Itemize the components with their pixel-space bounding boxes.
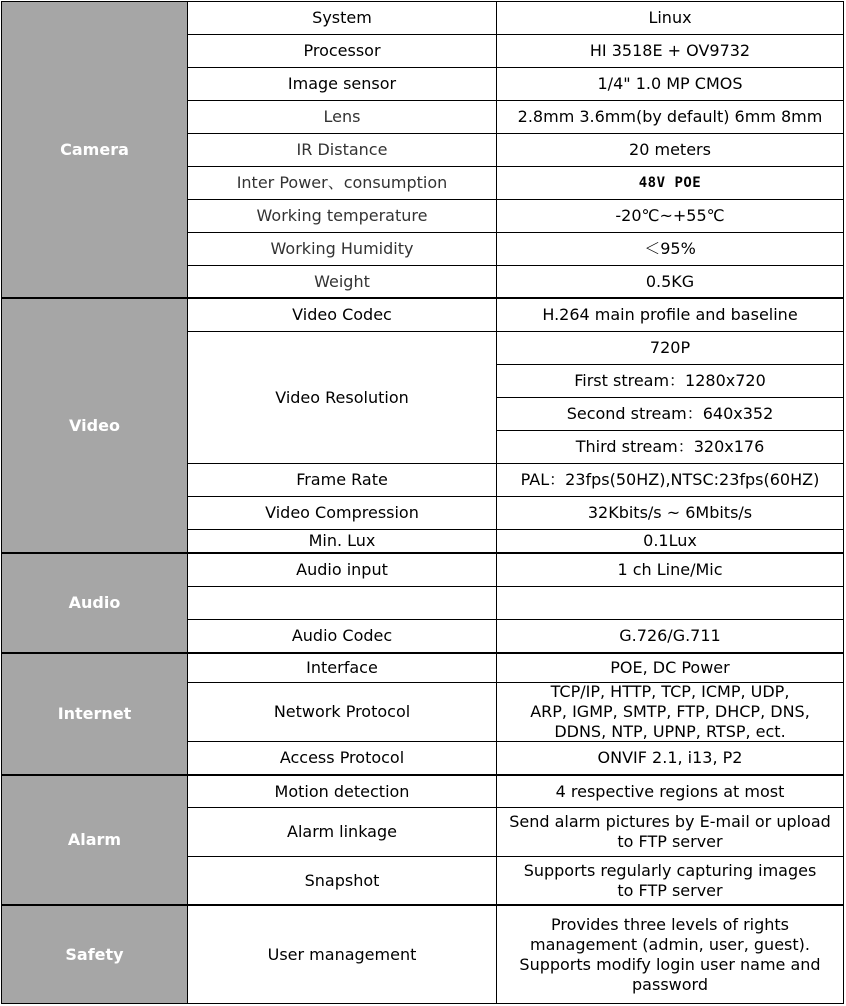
- spec-value: 0.1Lux: [496, 529, 844, 553]
- spec-label: Inter Power、consumption: [187, 166, 497, 200]
- spec-value: 32Kbits/s ~ 6Mbits/s: [496, 496, 844, 530]
- spec-label: Alarm linkage: [187, 807, 497, 857]
- category-audio: Audio: [1, 552, 188, 653]
- spec-label: IR Distance: [187, 133, 497, 167]
- value-line: Supports regularly capturing images: [523, 860, 817, 880]
- spec-value: -20℃~+55℃: [496, 199, 844, 233]
- spec-value: POE, DC Power: [496, 652, 844, 683]
- spec-value: PAL：23fps(50HZ),NTSC:23fps(60HZ): [496, 463, 844, 497]
- spec-value: 2.8mm 3.6mm(by default) 6mm 8mm: [496, 100, 844, 134]
- spec-label: Min. Lux: [187, 529, 497, 553]
- value-line: Send alarm pictures by E-mail or upload: [509, 812, 831, 831]
- spec-label: Video Codec: [187, 297, 497, 332]
- spec-value: HI 3518E + OV9732: [496, 34, 844, 68]
- spec-label: Weight: [187, 265, 497, 298]
- value-line: password: [632, 974, 708, 994]
- spec-value: First stream：1280x720: [496, 364, 844, 398]
- spec-label: Working temperature: [187, 199, 497, 233]
- spec-label: Motion detection: [187, 774, 497, 808]
- spec-value: [496, 807, 844, 857]
- spec-label: Working Humidity: [187, 232, 497, 266]
- spec-label: Frame Rate: [187, 463, 497, 497]
- spec-value: G.726/G.711: [496, 619, 844, 653]
- category-video: Video: [1, 297, 188, 553]
- spec-label: User management: [187, 904, 497, 1004]
- spec-label-empty: [187, 586, 497, 620]
- spec-value: 20 meters: [496, 133, 844, 167]
- spec-value: Second stream：640x352: [496, 397, 844, 431]
- spec-value: ＜95%: [496, 232, 844, 266]
- category-safety: Safety: [1, 904, 188, 1004]
- category-camera: Camera: [1, 1, 188, 298]
- value-line: management (admin, user, guest).: [530, 934, 810, 954]
- value-line: Provides three levels of rights: [550, 914, 790, 934]
- spec-label: Processor: [187, 34, 497, 68]
- spec-value: [496, 904, 844, 1004]
- spec-value: 720P: [496, 331, 844, 365]
- category-internet: Internet: [1, 652, 188, 775]
- spec-label: Lens: [187, 100, 497, 134]
- spec-label: Snapshot: [187, 856, 497, 905]
- spec-label: Video Compression: [187, 496, 497, 530]
- spec-label: Audio input: [187, 552, 497, 587]
- spec-value: 4 respective regions at most: [496, 774, 844, 808]
- spec-label: Image sensor: [187, 67, 497, 101]
- spec-value: 48V POE: [496, 166, 844, 200]
- category-alarm: Alarm: [1, 774, 188, 905]
- spec-value: [496, 682, 844, 742]
- spec-value: Linux: [496, 1, 844, 35]
- spec-value: 1 ch Line/Mic: [496, 552, 844, 587]
- spec-value: ONVIF 2.1, i13, P2: [496, 741, 844, 775]
- spec-label: Interface: [187, 652, 497, 683]
- spec-value: Third stream：320x176: [496, 430, 844, 464]
- spec-value: H.264 main profile and baseline: [496, 297, 844, 332]
- spec-value: [496, 856, 844, 905]
- value-line: TCP/IP, HTTP, TCP, ICMP, UDP,: [550, 682, 790, 701]
- spec-label: Network Protocol: [187, 682, 497, 742]
- value-line: to FTP server: [617, 832, 723, 851]
- spec-label: Video Resolution: [187, 331, 497, 464]
- spec-value: 1/4" 1.0 MP CMOS: [496, 67, 844, 101]
- value-line: DDNS, NTP, UPNP, RTSP, ect.: [554, 722, 786, 741]
- spec-value-empty: [496, 586, 844, 620]
- spec-label: Access Protocol: [187, 741, 497, 775]
- spec-value: 0.5KG: [496, 265, 844, 298]
- spec-label: Audio Codec: [187, 619, 497, 653]
- value-line: ARP, IGMP, SMTP, FTP, DHCP, DNS,: [530, 702, 810, 721]
- value-line: to FTP server: [617, 880, 723, 900]
- value-line: Supports modify login user name and: [519, 954, 821, 974]
- spec-label: System: [187, 1, 497, 35]
